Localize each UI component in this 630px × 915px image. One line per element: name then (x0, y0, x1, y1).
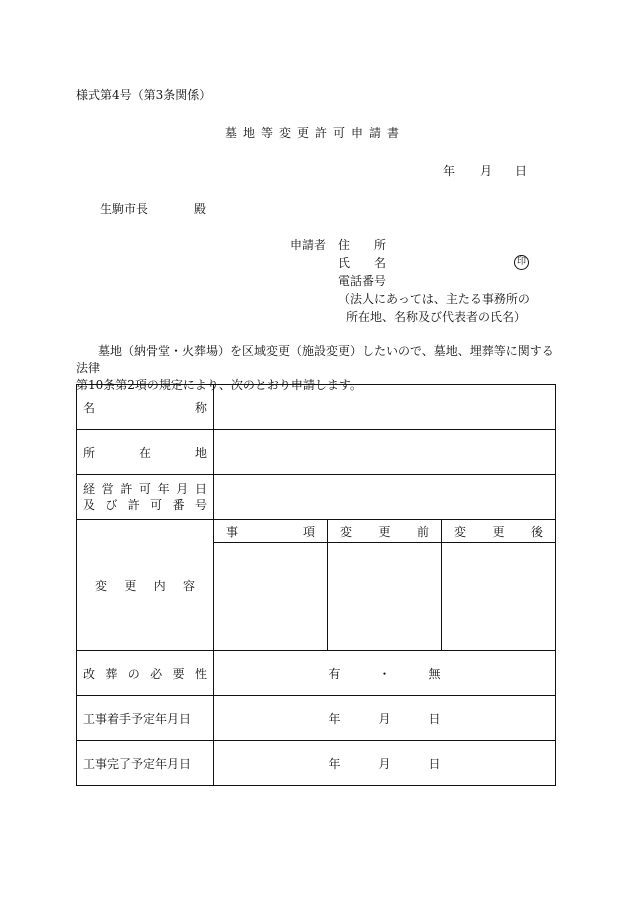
row-end-date (77, 741, 556, 786)
input-location[interactable] (214, 430, 556, 475)
date-day: 日 (515, 164, 528, 178)
application-table (76, 384, 556, 786)
input-start-date[interactable] (214, 696, 556, 741)
header-after (442, 520, 556, 543)
start-year: 年 (328, 711, 341, 726)
label-name-text: 名 称 (83, 400, 207, 415)
input-end-date[interactable] (214, 741, 556, 786)
label-end-date (77, 741, 214, 786)
header-before (328, 520, 442, 543)
end-day: 日 (428, 756, 441, 771)
label-change-content-text: 変 更 内 容 (95, 578, 195, 593)
document-title: 墓地等変更許可申請書 (224, 126, 405, 140)
end-month: 月 (378, 756, 391, 771)
addressee-honorific: 殿 (194, 202, 207, 216)
form-number: 様式第4号（第3条関係） (76, 88, 212, 102)
label-start-date-text: 工事着手予定年月日 (83, 711, 192, 726)
applicant-prefix: 申請者 (290, 238, 327, 252)
corp-note-line2: 所在地、名称及び代表者の氏名） (346, 310, 527, 324)
option-yes[interactable]: 有 (328, 666, 341, 681)
body-line1: 墓地（納骨堂・火葬場）を区域変更（施設変更）したいので、墓地、埋葬等に関する法律 (76, 344, 554, 375)
label-location (77, 430, 214, 475)
start-date-fields (214, 710, 555, 727)
phone-label: 電話番号 (338, 274, 387, 288)
label-permit-line2: 及 び 許 可 番 号 (83, 498, 207, 512)
start-day: 日 (428, 711, 441, 726)
header-after-text: 変 更 後 (454, 524, 543, 539)
start-month: 月 (378, 711, 391, 726)
option-separator: ・ (378, 666, 391, 681)
row-location (77, 430, 556, 475)
reburial-options[interactable] (214, 651, 556, 696)
label-start-date (77, 696, 214, 741)
row-reburial (77, 651, 556, 696)
seal-mark: 印 (514, 255, 529, 270)
body-line2: 第10条第2項の規定により、次のとおり申請します。 (76, 378, 362, 392)
input-change-after[interactable] (442, 543, 556, 651)
input-name[interactable] (214, 385, 556, 430)
label-location-text: 所 在 地 (83, 445, 207, 460)
label-reburial-text: 改 葬 の 必 要 性 (83, 666, 207, 681)
label-reburial (77, 651, 214, 696)
label-name (77, 385, 214, 430)
label-permit-line1: 経 営 許 可 年 月 日 (83, 482, 207, 496)
name-label: 氏 名 (338, 256, 387, 270)
label-change-content (77, 520, 214, 651)
row-change-header (77, 520, 556, 543)
header-before-text: 変 更 前 (340, 524, 429, 539)
date-year: 年 (443, 164, 456, 178)
row-permit (77, 475, 556, 520)
applicant-block (290, 236, 550, 326)
option-no[interactable]: 無 (428, 666, 441, 681)
row-start-date (77, 696, 556, 741)
end-date-fields (214, 755, 555, 772)
corp-note-line1: （法人にあっては、主たる事務所の (338, 292, 530, 306)
input-change-item[interactable] (214, 543, 328, 651)
end-year: 年 (328, 756, 341, 771)
addressee-name: 生駒市長 (100, 202, 149, 216)
addressee (100, 200, 206, 217)
date-month: 月 (480, 164, 493, 178)
address-label: 住 所 (338, 238, 387, 252)
header-item-text: 事 項 (226, 524, 315, 539)
label-permit (77, 475, 214, 520)
reburial-choice (214, 665, 555, 682)
row-name (77, 385, 556, 430)
header-item (214, 520, 328, 543)
input-change-before[interactable] (328, 543, 442, 651)
label-end-date-text: 工事完了予定年月日 (83, 756, 192, 771)
input-permit[interactable] (214, 475, 556, 520)
